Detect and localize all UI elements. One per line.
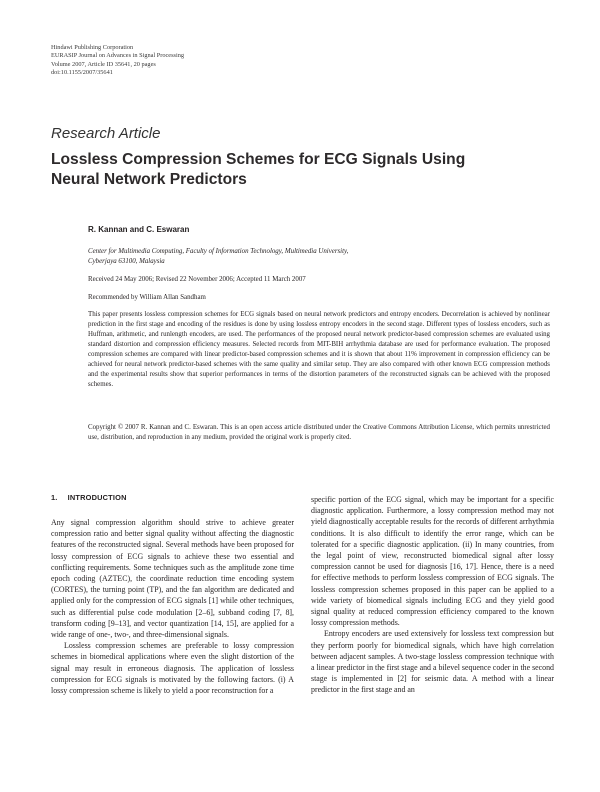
body-paragraph: Entropy encoders are used extensively for lossless text compression but they perform poorly for biomedical signals, which have high correlation between adjacent samples. A two-stage lossless compression technique with a linear predictor in the first stage and a bilevel sequence coder in the second stage is implemented in [2] for seismic data. A method with a linear predictor in the first stage and an [311, 629, 554, 695]
copyright-notice: Copyright © 2007 R. Kannan and C. Eswaran. This is an open access article distributed under the Creative Commons Attribution License, which permits unrestricted use, distribution, and reproduction in any medium, provided the original work is properly cited. [88, 424, 550, 441]
left-column [51, 517, 294, 696]
section-heading [51, 493, 127, 502]
journal-name: EURASIP Journal on Advances in Signal Processing [51, 52, 185, 60]
body-paragraph: Any signal compression algorithm should strive to achieve greater compression ratio and better signal quality without affecting the diagnostic features of the reconstructed signal. Several methods have been proposed for lossy compression of ECG signals to achieve these two essential and conflicting requirements. Some techniques such as the amplitude zone time epoch coding (AZTEC), the coordinate reduction time encoding system (CORTES), the turning point (TP), and the fan algorithm are dedicated and applied only for the compression of ECG signals [1] while other techniques, such as differential pulse code modulation [2–6], subband coding [7, 8], transform coding [9–13], and vector quantization [14, 15], are applied for a wide range of one-, two-, and three-dimensional signals. [51, 518, 294, 640]
paper-title [51, 150, 511, 190]
right-column [311, 494, 554, 696]
doi[interactable]: doi:10.1155/2007/35641 [51, 69, 113, 77]
title-line-2: Neural Network Predictors [51, 171, 247, 188]
title-line-1: Lossless Compression Schemes for ECG Signals Using [51, 151, 466, 168]
article-type: Research Article [51, 125, 161, 142]
recommended-by: Recommended by William Allan Sandham [88, 294, 206, 301]
body-paragraph: Lossless compression schemes are preferable to lossy compression schemes in biomedical applications where even the slight distortion of the signal may result in erroneous diagnosis. The application of lossless compression for ECG signals is motivated by the following factors. (i) A lossy compression scheme is likely to yield a poor reconstruction for a [51, 641, 294, 696]
affiliation-line-1: Center for Multimedia Computing, Faculty of Information Technology, Multimedia University, [88, 248, 349, 255]
section-title: INTRODUCTION [67, 493, 127, 502]
volume-info: Volume 2007, Article ID 35641, 20 pages [51, 60, 156, 68]
abstract: This paper presents lossless compression schemes for ECG signals based on neural network predictors and entropy encoders. Decorrelation is achieved by nonlinear prediction in the first stage and encoding of the residues is done by using lossless entropy encoders in the second stage. Different types of lossless encoders, such as Huffman, arithmetic, and runlength encoders, are used. The performances of the proposed neural network predictor-based compression schemes are evaluated using standard distortion and compression efficiency measures. Selected records from MIT-BIH arrhythmia database are used for performance evaluation. The proposed compression schemes are compared with linear predictor-based compression schemes and it is shown that about 11% improvement in compression efficiency can be achieved for neural network predictor-based schemes with the same quality and similar setup. They are also compared with other known ECG compression methods and the experimental results show that superior performances in terms of the distortion parameters of the reconstructed signals can be achieved with the proposed schemes. [88, 311, 550, 388]
authors: R. Kannan and C. Eswaran [88, 225, 190, 234]
body-paragraph: specific portion of the ECG signal, which may be important for a specific diagnostic application. Furthermore, a lossy compression method may not yield diagnostically acceptable results for the records of different arrhythmia conditions. It is also difficult to identify the error range, which can be tolerated for a specific diagnostic application. (ii) In many countries, from the legal point of view, reconstructed biomedical signal after lossy compression cannot be used for diagnosis [16, 17]. Hence, there is a need for effective methods to perform lossless compression of ECG signals. The lossless compression schemes proposed in this paper can be applied to a wide variety of biomedical signals including ECG and they yield good signal quality at reduced compression efficiency compared to the known lossy compression methods. [311, 495, 554, 628]
affiliation-line-2: Cyberjaya 63100, Malaysia [88, 258, 165, 265]
publisher: Hindawi Publishing Corporation [51, 44, 134, 51]
submission-dates: Received 24 May 2006; Revised 22 November 2006; Accepted 11 March 2007 [88, 276, 306, 283]
section-number: 1. [51, 493, 58, 502]
affiliation [88, 247, 348, 267]
journal-header [51, 44, 184, 78]
